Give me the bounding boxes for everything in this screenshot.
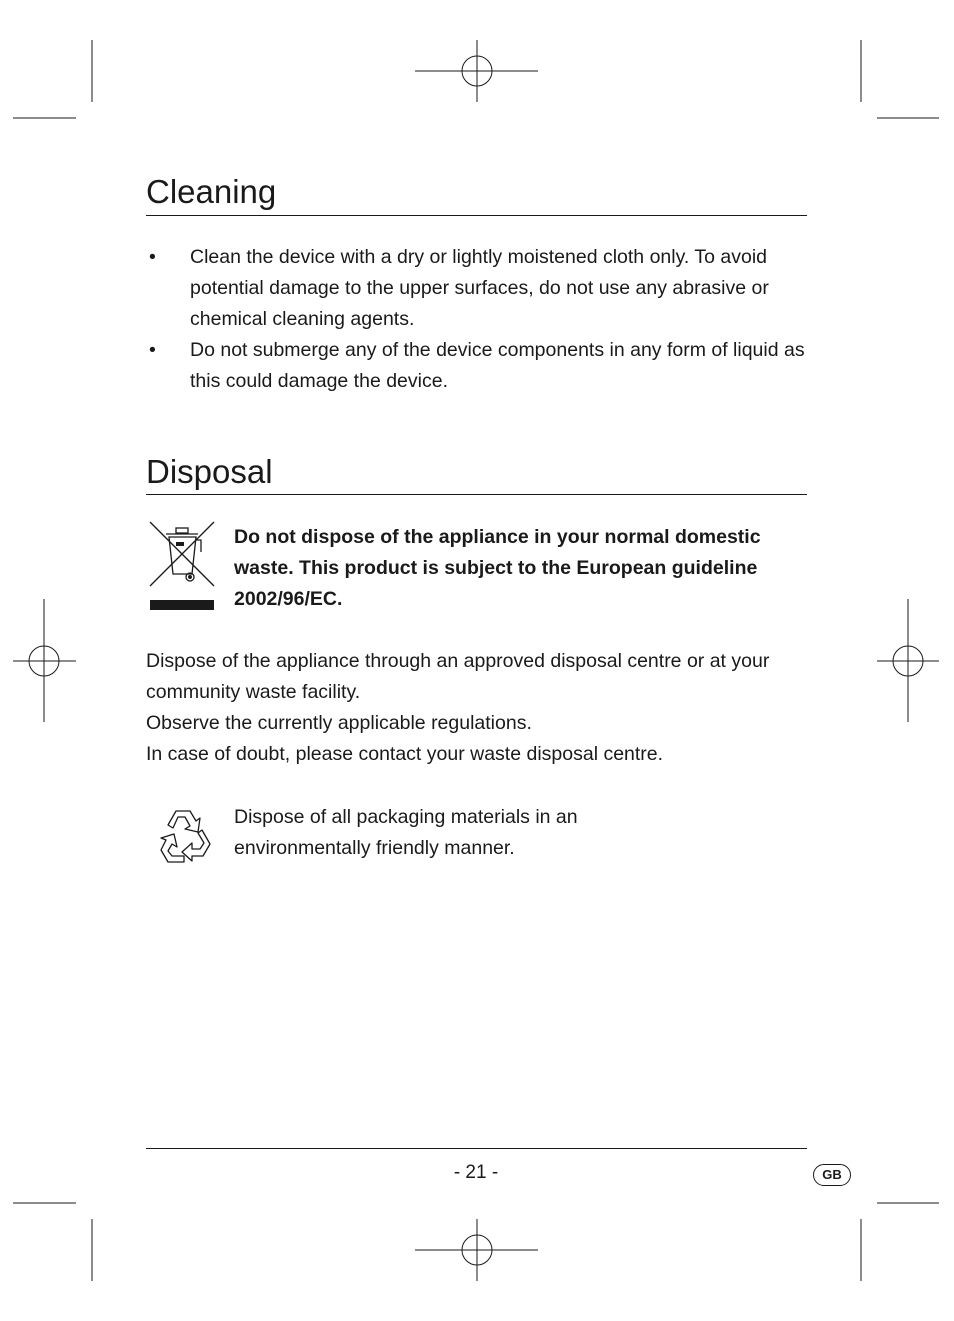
registration-mark-left — [13, 599, 76, 722]
recycling-icon — [150, 805, 214, 867]
cleaning-heading: Cleaning — [146, 173, 277, 210]
crossed-out-wheelie-bin-icon — [148, 520, 216, 612]
cleaning-heading-rule — [146, 215, 807, 216]
cleaning-bullet-item — [146, 242, 807, 335]
registration-mark-bottom — [415, 1219, 538, 1281]
disposal-warning: Do not dispose of the appliance in your normal domestic waste. This product is subject to the European guideline 2002/96/EC. — [234, 526, 761, 610]
disposal-heading: Disposal — [146, 453, 273, 490]
disposal-paragraph: In case of doubt, please contact your waste disposal centre. — [146, 743, 664, 765]
disposal-heading-rule — [146, 494, 807, 495]
cleaning-bullet-item — [146, 335, 807, 397]
cleaning-instructions — [146, 242, 807, 397]
language-badge: GB — [813, 1164, 851, 1186]
footer-rule — [146, 1148, 807, 1149]
bullet-dot: • — [149, 246, 156, 268]
cleaning-bullet-text: Do not submerge any of the device components in any form of liquid as this could damage the device. — [190, 339, 805, 392]
page-number: - 21 - — [453, 1162, 499, 1183]
disposal-paragraph: Dispose of the appliance through an approved disposal centre or at your community waste facility. — [146, 650, 770, 703]
packaging-note: Dispose of all packaging materials in an environmentally friendly manner. — [234, 806, 578, 859]
disposal-paragraph: Observe the currently applicable regulations. — [146, 712, 532, 734]
bullet-dot: • — [149, 339, 156, 361]
registration-mark-right — [877, 599, 939, 722]
registration-mark-top — [415, 40, 538, 102]
cleaning-bullet-text: Clean the device with a dry or lightly moistened cloth only. To avoid potential damage to the upper surfaces, do not use any abrasive or chemical cleaning agents. — [190, 246, 769, 330]
